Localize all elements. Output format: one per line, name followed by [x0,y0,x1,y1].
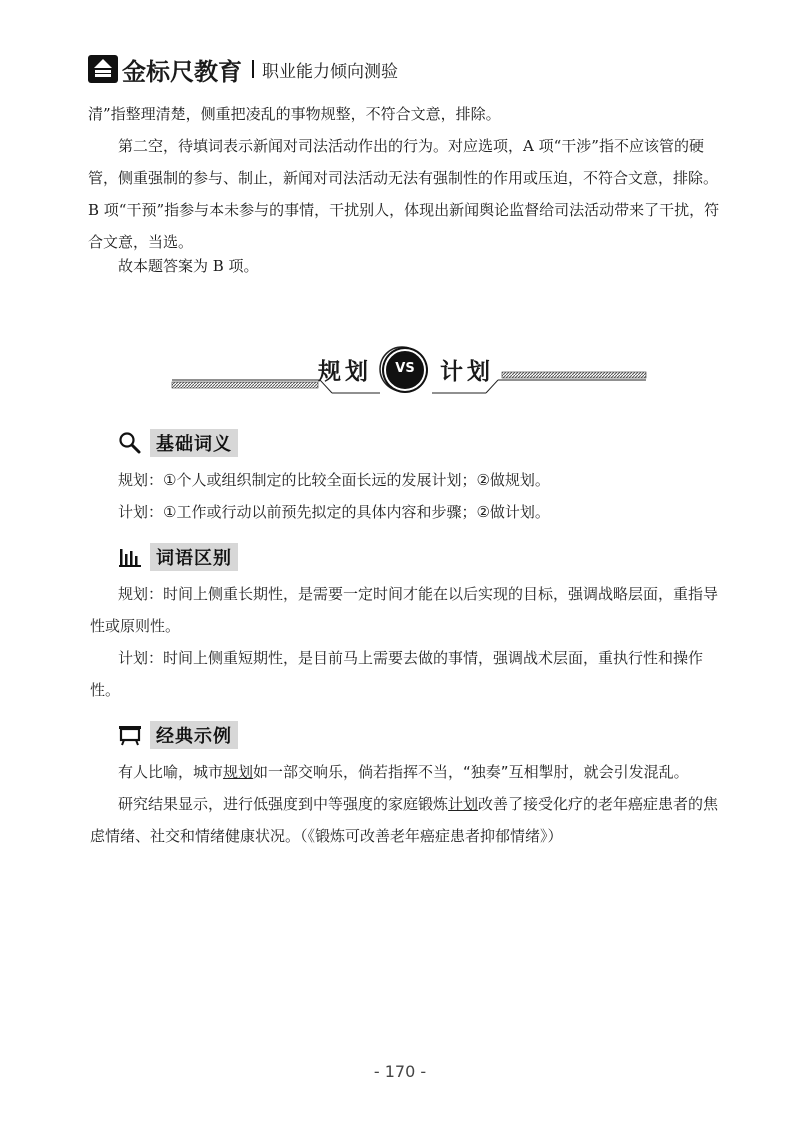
header-subtitle: 职业能力倾向测验 [262,61,398,82]
section-title-diff: 词语区别 [150,543,238,571]
intro-paragraph-2: 第二空，待填词表示新闻对司法活动作出的行为。对应选项，A 项“干涉”指不应该管的硬管，侧重强制的参与、制止，新闻对司法活动无法有强制性的作用或压迫，不符合文意，排除。B 项“干预”指参与本未参与的事情，干扰别人，体现出新闻舆论监督给司法活动带来了干扰，符合文意，当选。 [88,137,720,251]
banner-title-left: 规划 [318,359,372,385]
bar-chart-icon [118,545,142,569]
section-title-example: 经典示例 [150,721,238,749]
logo-icon [88,55,118,83]
section-heading-basic [118,428,238,458]
example-2-text-before: 研究结果显示，进行低强度到中等强度的家庭锻炼 [118,795,449,813]
vs-badge-icon [386,351,424,389]
definition-guihua: 规划：①个人或组织制定的比较全面长远的发展计划；②做规划。 [118,471,550,489]
example-1-text-before: 有人比喻，城市 [118,763,224,781]
example-sentence-1 [90,756,730,788]
presentation-board-icon [118,723,142,747]
diff-paragraph-guihua: 规划：时间上侧重长期性，是需要一定时间才能在以后实现的目标，强调战略层面，重指导性或原则性。 [90,585,719,635]
example-1-text-after: 如一部交响乐，倘若指挥不当，“独奏”互相掣肘，就会引发混乱。 [253,763,689,781]
section-title-basic: 基础词义 [150,429,238,457]
example-2-keyword: 计划 [448,795,479,813]
header-divider [252,60,254,78]
example-2-text-after: 改善了接受化疗的老年癌症患者的焦虑情绪、社交和情绪健康状况。（《锻炼可改善老年癌症患者抑郁情绪》） [90,795,719,845]
banner-title-right: 计划 [440,359,494,385]
intro-paragraph-1: 清”指整理清楚，侧重把凌乱的事物规整，不符合文意，排除。 [88,105,501,123]
magnifier-icon [118,431,142,455]
brand-name: 金标尺教育 [122,57,242,86]
diff-paragraph-jihua: 计划：时间上侧重短期性，是目前马上需要去做的事情，强调战术层面，重执行性和操作性。 [90,649,704,699]
page-number: - 170 - [373,1062,427,1081]
vs-label: VS [395,361,415,376]
section-heading-example [118,720,238,750]
example-sentence-2 [90,788,730,852]
section-heading-diff [118,542,238,572]
page-header [88,52,398,86]
example-1-keyword: 规划 [223,763,254,781]
definition-jihua: 计划：①工作或行动以前预先拟定的具体内容和步骤；②做计划。 [118,503,550,521]
intro-paragraph-3: 故本题答案为 B 项。 [118,257,259,275]
section-banner [170,345,648,403]
